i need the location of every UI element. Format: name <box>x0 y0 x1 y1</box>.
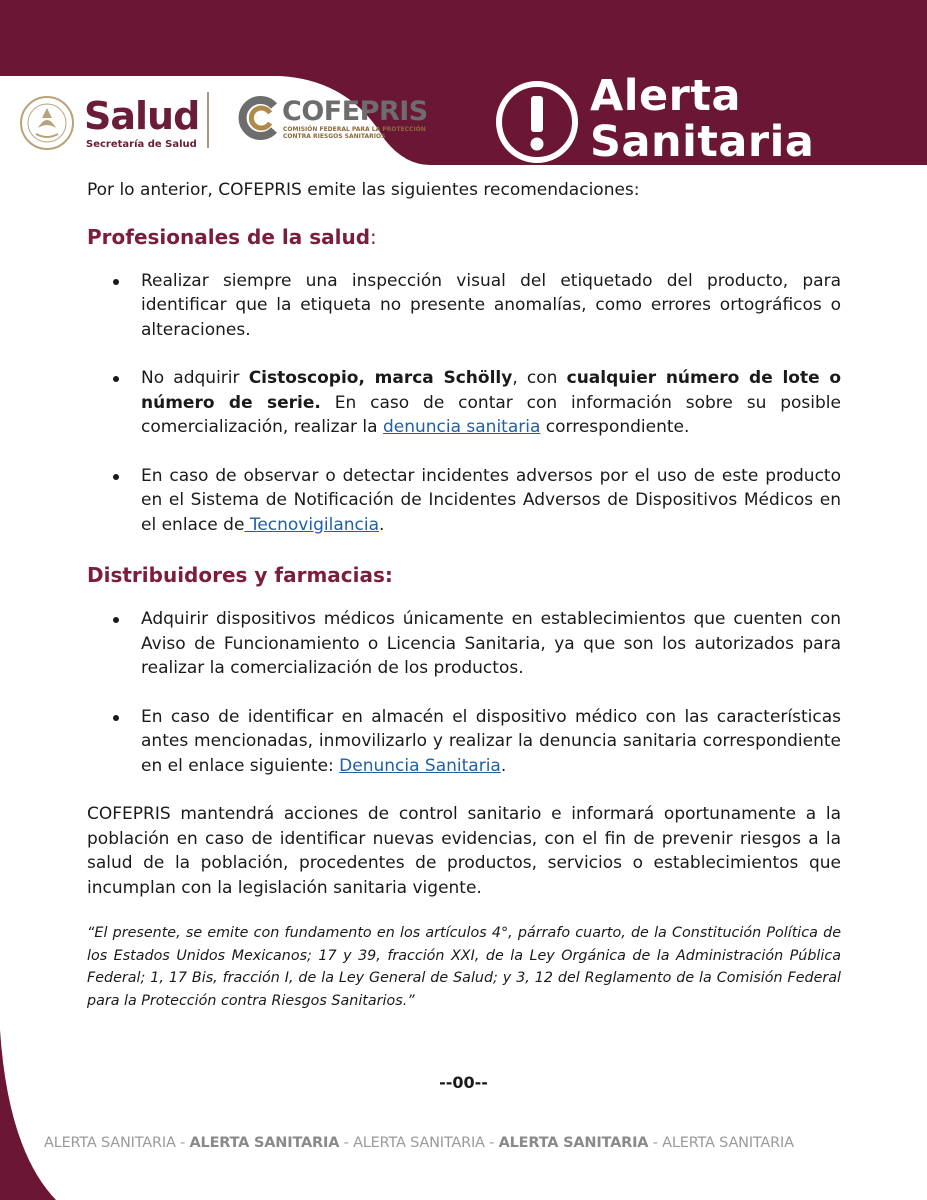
text-segment: No adquirir <box>141 368 249 388</box>
professionals-list <box>87 269 841 538</box>
distributors-list <box>87 607 841 778</box>
professionals-item2-text <box>141 368 841 437</box>
closing-paragraph: COFEPRIS mantendrá acciones de control sanitario e informará oportunamente a la población en caso de identificar nuevas evidencias, con el fin de prevenir riesgos a la salud de la población, procedentes de productos, servicios o establecimientos que incumplan con la legislación sanitaria vigente. <box>87 804 841 898</box>
section-heading-distributors: Distribuidores y farmacias: <box>87 563 393 587</box>
text-segment: , con <box>512 368 567 388</box>
list-item <box>87 269 841 343</box>
exclamation-icon <box>495 80 579 164</box>
alert-title <box>590 73 814 165</box>
text-segment: En caso de observar o detectar incidentes adversos por el uso de este producto en el Sistema de Notificación de Incidentes Adversos de Dispositivos Médicos en el enlace de <box>141 465 841 535</box>
footer-text-bold: ALERTA SANITARIA <box>498 1135 649 1151</box>
legal-basis-paragraph: “El presente, se emite con fundamento en los artículos 4°, párrafo cuarto, de la Constitución Política de los Estados Unidos Mexicanos; 17 y 39, fracción XXI, de la Ley Orgánica de la Administración Pública Federal; 1, 17 Bis, fracción I, de la Ley General de Salud; y 3, 12 del Reglamento de la Comisión Federal para la Protección contra Riesgos Sanitarios.” <box>87 925 841 1009</box>
header-divider <box>207 92 209 148</box>
list-item <box>87 705 841 779</box>
bullet-icon <box>113 715 119 721</box>
end-mark: --00-- <box>439 1073 488 1092</box>
footer-text: ALERTA SANITARIA - <box>44 1135 190 1151</box>
bullet-icon <box>113 376 119 382</box>
distributors-item2-text <box>141 707 841 776</box>
bullet-icon <box>113 279 119 285</box>
footer-text: - ALERTA SANITARIA - <box>339 1135 499 1151</box>
product-name: Cistoscopio, marca Schölly <box>248 368 513 388</box>
cofepris-wordmark: COFEPRIS <box>282 96 428 127</box>
professionals-heading-colon: : <box>370 224 377 249</box>
cofepris-logo-icon <box>236 96 280 140</box>
denuncia-sanitaria-link[interactable]: denuncia sanitaria <box>382 417 541 437</box>
footer-banner <box>44 1135 924 1151</box>
intro-text: Por lo anterior, COFEPRIS emite las siguientes recomendaciones: <box>87 180 640 200</box>
list-item <box>87 464 841 538</box>
professionals-item3-text <box>141 466 841 535</box>
denuncia-sanitaria-link-2[interactable]: Denuncia Sanitaria <box>339 755 501 776</box>
professionals-heading-text: Profesionales de la salud <box>87 224 371 249</box>
main-content <box>87 178 841 1012</box>
list-item <box>87 366 841 440</box>
list-item <box>87 607 841 681</box>
tecnovigilancia-link[interactable]: Tecnovigilancia <box>244 514 380 535</box>
section-heading-professionals <box>87 223 841 251</box>
footer-text: - ALERTA SANITARIA <box>648 1135 794 1151</box>
professionals-item1-text: Realizar siempre una inspección visual del etiquetado del producto, para identificar que la etiqueta no presente anomalías, como errores ortográficos o alteraciones. <box>141 270 841 340</box>
footer-text-bold: ALERTA SANITARIA <box>189 1135 340 1151</box>
salud-wordmark: Salud <box>84 94 200 138</box>
text-segment: En caso de contar con información sobre su posible comercialización, realizar la <box>141 392 841 437</box>
bullet-icon <box>113 474 119 480</box>
text-segment: . <box>379 514 385 535</box>
text-segment: En caso de identificar en almacén el dispositivo médico con las características antes mencionadas, inmovilizarlo y realizar la denuncia sanitaria correspondiente en el enlace siguiente: <box>141 706 841 776</box>
corner-decoration <box>0 1030 60 1200</box>
distributors-item1-text: Adquirir dispositivos médicos únicamente en establecimientos que cuenten con Aviso de Funcionamiento o Licencia Sanitaria, ya que son los autorizados para realizar la comercialización de los productos. <box>141 609 841 678</box>
alert-title-line2: Sanitaria <box>590 117 815 167</box>
salud-subtitle: Secretaría de Salud <box>86 139 197 150</box>
alert-title-line1: Alerta <box>590 71 741 121</box>
cofepris-subtitle: COMISIÓN FEDERAL PARA LA PROTECCIÓN CONTRA RIESGOS SANITARIOS <box>283 126 426 140</box>
bullet-icon <box>113 617 119 623</box>
text-segment: correspondiente. <box>540 417 690 437</box>
mexico-seal-icon <box>18 94 76 152</box>
text-segment: . <box>500 755 507 776</box>
lot-serial-emphasis: cualquier número de lote o número de serie. <box>141 368 841 413</box>
